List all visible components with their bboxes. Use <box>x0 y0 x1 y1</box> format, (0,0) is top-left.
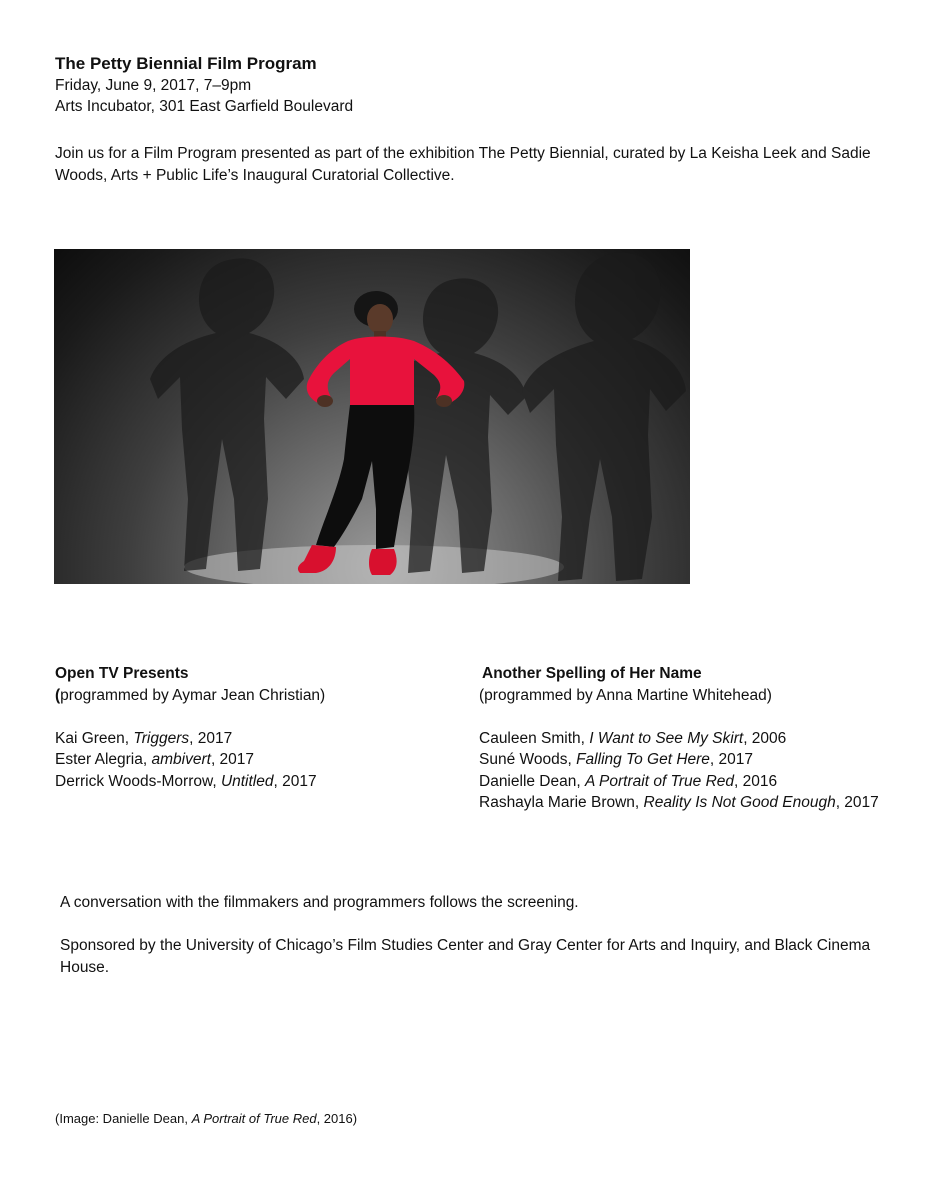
film-title: Untitled <box>220 772 274 790</box>
film-entry <box>55 771 455 793</box>
film-artist: Rashayla Marie Brown, <box>479 794 644 811</box>
conversation-note: A conversation with the filmmakers and programmers follows the screening. <box>60 894 579 911</box>
film-title: Triggers <box>133 729 190 747</box>
film-entry <box>479 792 909 814</box>
film-entry <box>55 728 455 750</box>
film-title: Falling To Get Here <box>576 751 710 768</box>
sponsors-note: Sponsored by the University of Chicago’s Film Studies Center and Gray Center for Arts and Inquiry, and Black Cinema House. <box>60 937 871 976</box>
film-year: , 2017 <box>835 794 879 811</box>
film-artist: Kai Green, <box>55 729 134 747</box>
film-year: , 2017 <box>273 772 317 790</box>
film-entry <box>479 749 909 771</box>
film-year: , 2006 <box>743 729 787 747</box>
event-header <box>55 53 895 118</box>
film-entry <box>55 749 455 771</box>
film-artist: Ester Alegria, <box>55 751 152 768</box>
film-entry <box>479 728 909 750</box>
film-year: , 2017 <box>210 751 255 768</box>
film-title: I Want to See My Skirt <box>589 729 744 747</box>
image-caption <box>55 1110 655 1128</box>
film-artist: Danielle Dean, <box>479 772 585 790</box>
film-entry <box>479 771 909 793</box>
caption-suffix: , 2016) <box>316 1111 358 1126</box>
program-curator-text: programmed by Aymar Jean Christian) <box>60 686 326 704</box>
film-artist: Suné Woods, <box>479 751 577 768</box>
shadow-silhouettes <box>150 252 686 581</box>
program-curator: (programmed by Anna Martine Whitehead) <box>479 686 772 704</box>
program-open-tv <box>55 663 455 792</box>
film-year: , 2016 <box>734 772 778 790</box>
program-title: Another Spelling of Her Name <box>482 665 702 682</box>
program-curator <box>55 685 455 707</box>
film-title: A Portrait of True Red <box>584 772 735 790</box>
film-artist: Cauleen Smith, <box>479 729 590 747</box>
film-still-image <box>54 249 690 584</box>
caption-prefix: (Image: Danielle Dean, <box>55 1111 192 1126</box>
program-another-spelling <box>479 663 909 814</box>
paren-open: ( <box>55 686 61 704</box>
intro-paragraph <box>55 143 895 186</box>
intro-text: Join us for a Film Program presented as part of the exhibition The Petty Biennial, curated by La Keisha Leek and Sadie Woods, Arts + Public Life’s Inaugural Curatorial Collective. <box>55 145 871 184</box>
program-title: Open TV Presents <box>55 665 189 682</box>
event-venue: Arts Incubator, 301 East Garfield Boulevard <box>55 98 354 115</box>
event-date: Friday, June 9, 2017, 7–9pm <box>55 76 252 94</box>
film-year: , 2017 <box>709 751 754 768</box>
film-title: Reality Is Not Good Enough <box>643 794 836 811</box>
film-title: ambivert <box>151 751 211 768</box>
closing-notes <box>60 892 900 978</box>
film-year: , 2017 <box>189 729 233 747</box>
caption-title: A Portrait of True Red <box>191 1111 317 1126</box>
film-artist: Derrick Woods-Morrow, <box>55 772 221 790</box>
document-title: The Petty Biennial Film Program <box>55 54 317 73</box>
